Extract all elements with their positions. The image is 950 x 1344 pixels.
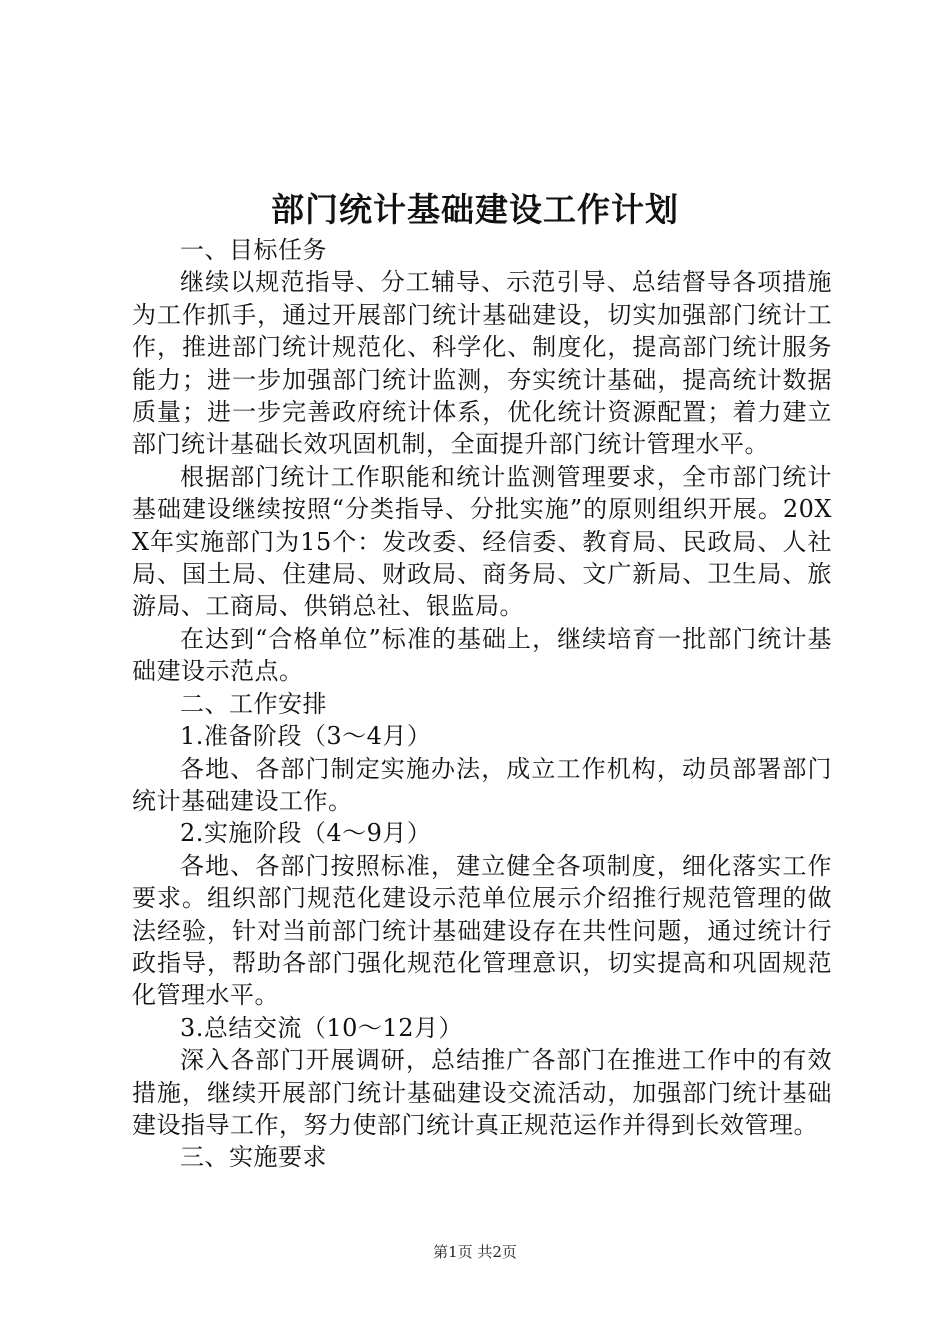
section-heading-arrangement: 二、工作安排 <box>180 689 327 718</box>
document-body <box>132 234 832 1174</box>
paragraph-departments: 根据部门统计工作职能和统计监测管理要求，全市部门统计基础建设继续按照“分类指导、分批实施”的原则组织开展。20XX年实施部门为15个：发改委、经信委、教育局、民政局、人社局、国土局、住建局、财政局、商务局、文广新局、卫生局、旅游局、工商局、供销总社、银监局。 <box>132 462 832 621</box>
subheading-implementation: 2.实施阶段（4～9月） <box>180 819 432 848</box>
subheading-preparation: 1.准备阶段（3～4月） <box>180 722 432 751</box>
paragraph-implementation: 各地、各部门按照标准，建立健全各项制度，细化落实工作要求。组织部门规范化建设示范单位展示介绍推行规范管理的做法经验，针对当前部门统计基础建设存在共性问题，通过统计行政指导，帮助各部门强化规范化管理意识，切实提高和巩固规范化管理水平。 <box>132 851 832 1010</box>
document-title: 部门统计基础建设工作计划 <box>271 190 679 229</box>
section-heading-requirements: 三、实施要求 <box>180 1143 327 1172</box>
paragraph-goals: 继续以规范指导、分工辅导、示范引导、总结督导各项措施为工作抓手，通过开展部门统计基础建设，切实加强部门统计工作，推进部门统计规范化、科学化、制度化，提高部门统计服务能力；进一步加强部门统计监测，夯实统计基础，提高统计数据质量；进一步完善政府统计体系，优化统计资源配置；着力建立部门统计基础长效巩固机制，全面提升部门统计管理水平。 <box>132 268 832 459</box>
section-heading-goals: 一、目标任务 <box>180 236 327 264</box>
page-footer: 第1页 共2页 <box>433 1243 517 1261</box>
paragraph-preparation: 各地、各部门制定实施办法，成立工作机构，动员部署部门统计基础建设工作。 <box>132 754 832 815</box>
paragraph-demo-sites: 在达到“合格单位”标准的基础上，继续培育一批部门统计基础建设示范点。 <box>132 624 832 686</box>
paragraph-summary: 深入各部门开展调研，总结推广各部门在推进工作中的有效措施，继续开展部门统计基础建设交流活动，加强部门统计基础建设指导工作，努力使部门统计真正规范运作并得到长效管理。 <box>132 1046 832 1139</box>
subheading-summary: 3.总结交流（10～12月） <box>180 1013 463 1042</box>
